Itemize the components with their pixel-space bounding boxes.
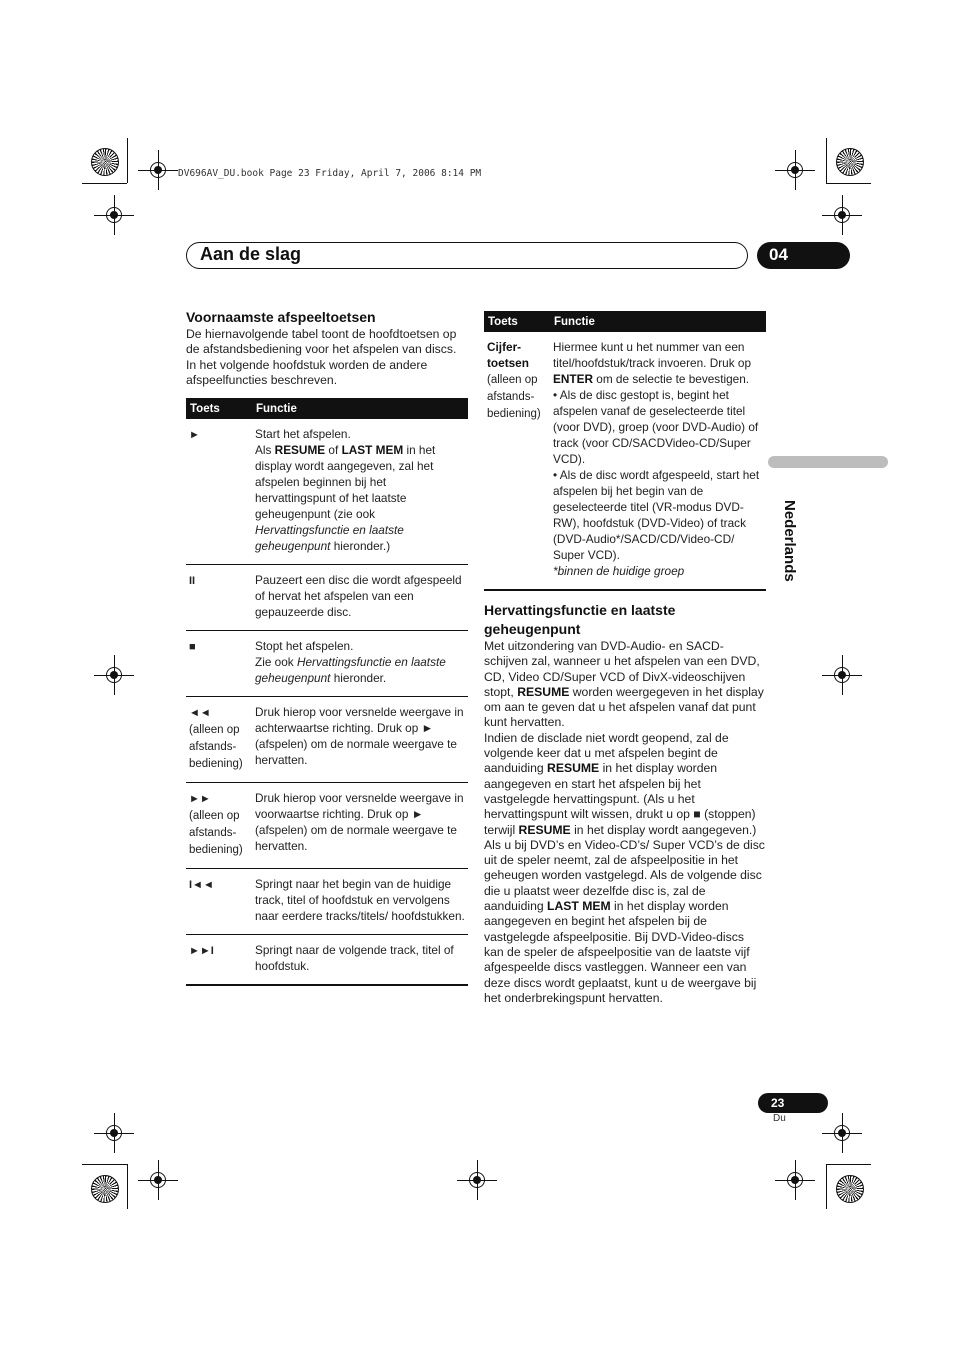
display-indicator: LAST MEM [341,443,404,458]
function-text: Start het afspelen. [255,427,351,442]
table-header-row [484,311,766,332]
function-cell [252,419,468,565]
function-cell: Pauzeert een disc die wordt afgespeeld of hervat het afspelen van een gepauzeerde disc. [252,565,468,631]
display-indicator: LAST MEM [547,899,611,914]
section-heading: Hervattingsfunctie en laatste geheugenpunt [484,602,676,637]
trim-line [127,138,128,183]
cross-reference: Hervattingsfunctie en laatste geheugenpunt [255,523,404,554]
language-label: Nederlands [781,500,798,582]
function-text: Hiermee kunt u het nummer van een titel/hoofdstuk/track invoeren. Druk op [553,340,752,370]
registration-rosette [91,1175,119,1203]
rewind-icon: ◄◄ [189,707,211,720]
key-cell [186,697,252,783]
paragraph: Met uitzondering van DVD-Audio- en SACD-schijven zal, wanneer u het afspelen van een DVD, CD, Video CD/Super VCD of DivX-videoschijven stopt, RESUME worden weergegeven in het display om aan te geven dat u het afspelen vanaf dat punt kunt hervatten. [484,639,764,730]
crosshair-mark [138,150,178,190]
cross-reference: Hervattingsfunctie en laatste geheugenpunt [255,655,446,686]
intro-paragraph: De hiernavolgende tabel toont de hoofdtoetsen op de afstandsbediening voor het afspelen van discs. In het volgende hoofdstuk worden de andere afspeelfuncties beschreven. [186,327,457,387]
trim-line [826,1164,871,1165]
paragraph: Als u bij DVD’s en Video-CD’s/ Super VCD’s de disc uit de speler neemt, zal de afspeelpositie in het geheugen worden vastgelegd. Als de volgende disc die u plaatst weer dezelfde disc is, zal de aanduiding LAST MEM in het display worden aangegeven en begint het afspelen bij de vastgelegde afspeelpositie. Bij DVD-Video-discs kan de speler de afspeelpositie van de laatste vijf afgespeelde discs vastleggen. Wanneer een van deze discs wordt geplaatst, kunt u de weergave bij het onderbrekingspunt hervatten. [484,837,765,1005]
function-cell [550,332,766,590]
page-language-code: Du [773,1113,786,1124]
page-title: Aan de slag [200,244,302,264]
footnote: *binnen de huidige groep [553,564,685,578]
display-indicator: RESUME [274,443,326,458]
resume-section [484,601,766,1006]
crosshair-mark [94,195,134,235]
function-cell: Springt naar het begin van de huidige track, titel of hoofdstuk en vervolgens naar eerdere tracks/titels/ hoofdstukken. [252,869,468,935]
function-cell [252,631,468,697]
language-tab [768,456,888,468]
function-text: Als [255,443,275,458]
display-indicator: RESUME [518,822,571,837]
trim-line [82,183,127,184]
key-note: (alleen op afstands-bediening) [487,374,541,420]
key-cell [484,332,550,590]
column-header-key: Toets [186,398,252,419]
crosshair-mark [775,1160,815,1200]
trim-line [826,1164,827,1209]
page-number: 23 [758,1093,828,1113]
table-row [186,565,468,631]
display-indicator: RESUME [547,761,600,776]
skip-previous-icon: I◄◄ [189,879,214,892]
stop-icon: ■ [189,641,196,654]
function-text: Zie ook [255,655,297,670]
key-cell [186,631,252,697]
bullet-text: • Als de disc gestopt is, begint het afspelen vanaf de geselecteerde titel (voor DVD), groep (voor DVD-Audio) of track (voor CD/SACDVideo-CD/Super VCD). [553,388,759,466]
pause-icon: II [189,575,196,588]
table-row [484,332,766,590]
trim-line [826,183,871,184]
right-column [484,311,766,1006]
crosshair-mark [822,195,862,235]
section-heading: Voornaamste afspeeltoetsen [186,309,376,325]
bullet-text: • Als de disc wordt afgespeeld, start het afspelen bij het begin van de geselecteerde titel (VR-modus DVD-RW), hoofdstuk (DVD-Video) of track (DVD-Audio*/SACD/CD/Video-CD/ Super VCD). [553,468,760,562]
table-row [186,697,468,783]
crosshair-mark [138,1160,178,1200]
function-text: of [325,443,342,458]
trim-line [826,138,827,183]
table-row [186,783,468,869]
function-text: Stopt het afspelen. [255,639,354,654]
crosshair-mark [775,150,815,190]
registration-rosette [91,148,119,176]
key-label: Cijfer-toetsen [487,340,529,370]
fast-forward-icon: ►► [189,793,211,806]
file-info-line: DV696AV_DU.book Page 23 Friday, April 7, 2006 8:14 PM [178,168,482,179]
registration-rosette [836,148,864,176]
crosshair-mark [822,1113,862,1153]
display-indicator: RESUME [517,684,570,699]
table-row [186,869,468,935]
crosshair-mark [94,1113,134,1153]
function-text: om de selectie te bevestigen. [592,372,750,386]
function-text: hieronder. [330,671,387,686]
column-header-function: Functie [550,311,766,332]
key-cell [186,869,252,935]
function-cell: Druk hierop voor versnelde weergave in voorwaartse richting. Druk op ► (afspelen) om de normale weergave te hervatten. [252,783,468,869]
key-note: (alleen op afstands-bediening) [189,810,243,857]
column-header-function: Functie [252,398,468,419]
key-cell [186,565,252,631]
function-cell: Springt naar de volgende track, titel of hoofdstuk. [252,935,468,986]
crosshair-mark [457,1160,497,1200]
table-row [186,631,468,697]
function-cell: Druk hierop voor versnelde weergave in achterwaartse richting. Druk op ► (afspelen) om de normale weergave te hervatten. [252,697,468,783]
registration-rosette [836,1175,864,1203]
table-row [186,935,468,986]
key-cell [186,783,252,869]
function-text: in het display wordt aangegeven, zal het afspelen beginnen bij het hervattingspunt of het laatste geheugenpunt (zie ook [255,443,436,522]
column-header-key: Toets [484,311,550,332]
play-icon: ► [189,429,200,442]
key-function-table [186,398,468,986]
key-cell [186,935,252,986]
number-keys-table [484,311,766,591]
chapter-number: 04 [757,242,850,269]
function-text: hieronder.) [330,539,391,554]
key-cell [186,419,252,565]
enter-key-label: ENTER [553,372,593,386]
trim-line [127,1164,128,1209]
table-row [186,419,468,565]
paragraph: Indien de disclade niet wordt geopend, zal de volgende keer dat u met afspelen begint de aanduiding RESUME in het display worden aangegeven en start het afspelen bij het vastgelegde hervattingspunt. (Als u het hervattingspunt wilt wissen, drukt u op ■ (stoppen) terwijl RESUME in het display wordt aangegeven.) [484,730,757,837]
left-column [186,309,468,986]
skip-next-icon: ►►I [189,945,214,958]
crosshair-mark [94,655,134,695]
crosshair-mark [822,655,862,695]
table-header-row [186,398,468,419]
trim-line [82,1164,127,1165]
key-note: (alleen op afstands-bediening) [189,724,243,771]
